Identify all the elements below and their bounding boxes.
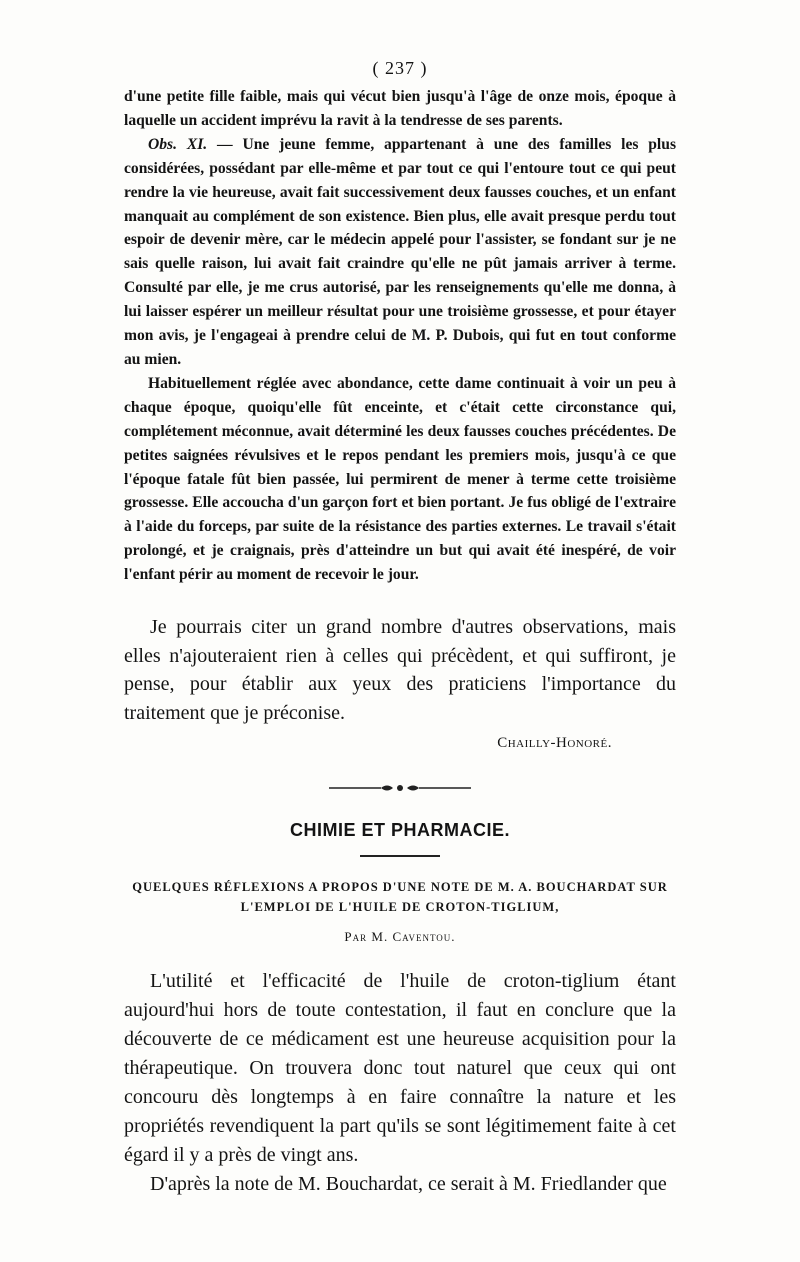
article-paragraph-1: L'utilité et l'efficacité de l'huile de croton-tiglium étant aujourd'hui hors de toute contestation, il faut en conclure que la découverte de ce médicament est une heureuse acquisition pour la thérapeutique. On trouvera donc tout naturel que ceux qui ont concouru dès longtemps à en faire connaître la nature et les propriétés revendiquent la part qu'ils se sont légitimement faite à cet égard il y a près de vingt ans. <box>124 970 676 1167</box>
ornament-divider <box>325 782 475 794</box>
section-rule <box>360 855 440 857</box>
article-title <box>124 877 676 917</box>
observation-label: Obs. XI. <box>148 135 208 153</box>
paragraph-observation-xi <box>124 133 676 372</box>
observation-body: Une jeune femme, appartenant à une des familles les plus considérées, possédant par elle-même et par tout ce qui l'entoure tout ce qui peut rendre la vie heureuse, avait fait successivement deux fausses couches, et un enfant manquait au complément de son existence. Bien plus, elle avait presque perdu tout espoir de devenir mère, car le médecin appelé pour l'assister, se fondant sur je ne sais quelle raison, lui avait fait craindre qu'elle ne pût jamais arriver à terme. Consulté par elle, je me crus autorisé, par les renseignements qu'elle me donna, à lui laisser espérer un meilleur résultat pour une troisième grossesse, et pour étayer mon avis, je l'engageai à prendre celui de M. P. Dubois, qui fut en tout conforme au mien. <box>124 135 677 368</box>
paragraph-observation-detail: Habituellement réglée avec abondance, cette dame continuait à voir un peu à chaque époque, quoiqu'elle fût enceinte, et c'était cette circonstance qui, complétement méconnue, avait déterminé les deux fausses couches précédentes. De petites saignées révulsives et le repos pendant les premiers mois, jusqu'à ce que l'époque fatale fût bien passée, lui permirent de mener à terme cette troisième grossesse. Elle accoucha d'un garçon fort et bien portant. Je fus obligé de l'extraire à l'aide du forceps, par suite de la résistance des parties externes. Le travail s'était prolongé, et je craignais, près d'atteindre un but qui avait été inespéré, de voir l'enfant périr au moment de recevoir le jour. <box>124 374 676 584</box>
paragraph-continuation: d'une petite fille faible, mais qui vécut bien jusqu'à l'âge de onze mois, époque à laquelle un accident imprévu la ravit à la tendresse de ses parents. <box>124 88 676 129</box>
page-number: ( 237 ) <box>372 58 428 78</box>
conclusion-block <box>124 613 676 727</box>
author-signature: Chailly-Honoré. <box>497 735 612 752</box>
section-title: CHIMIE ET PHARMACIE. <box>289 820 510 841</box>
conclusion-paragraph: Je pourrais citer un grand nombre d'autres observations, mais elles n'ajouteraient rien à celles qui précèdent, et qui suffiront, je pense, pour établir aux yeux des praticiens l'importance du traitement que je préconise. <box>124 616 676 724</box>
observation-text <box>124 85 676 587</box>
article-title-line-2: L'EMPLOI DE L'HUILE DE CROTON-TIGLIUM, <box>240 900 560 915</box>
article-body <box>124 967 676 1199</box>
article-paragraph-2: D'après la note de M. Bouchardat, ce serait à M. Friedlander que <box>150 1173 667 1196</box>
article-title-line-1: QUELQUES RÉFLEXIONS A PROPOS D'UNE NOTE DE M. A. BOUCHARDAT SUR <box>132 880 668 895</box>
article-byline: Par M. Caventou. <box>344 929 456 945</box>
observation-dash: — <box>207 135 243 153</box>
